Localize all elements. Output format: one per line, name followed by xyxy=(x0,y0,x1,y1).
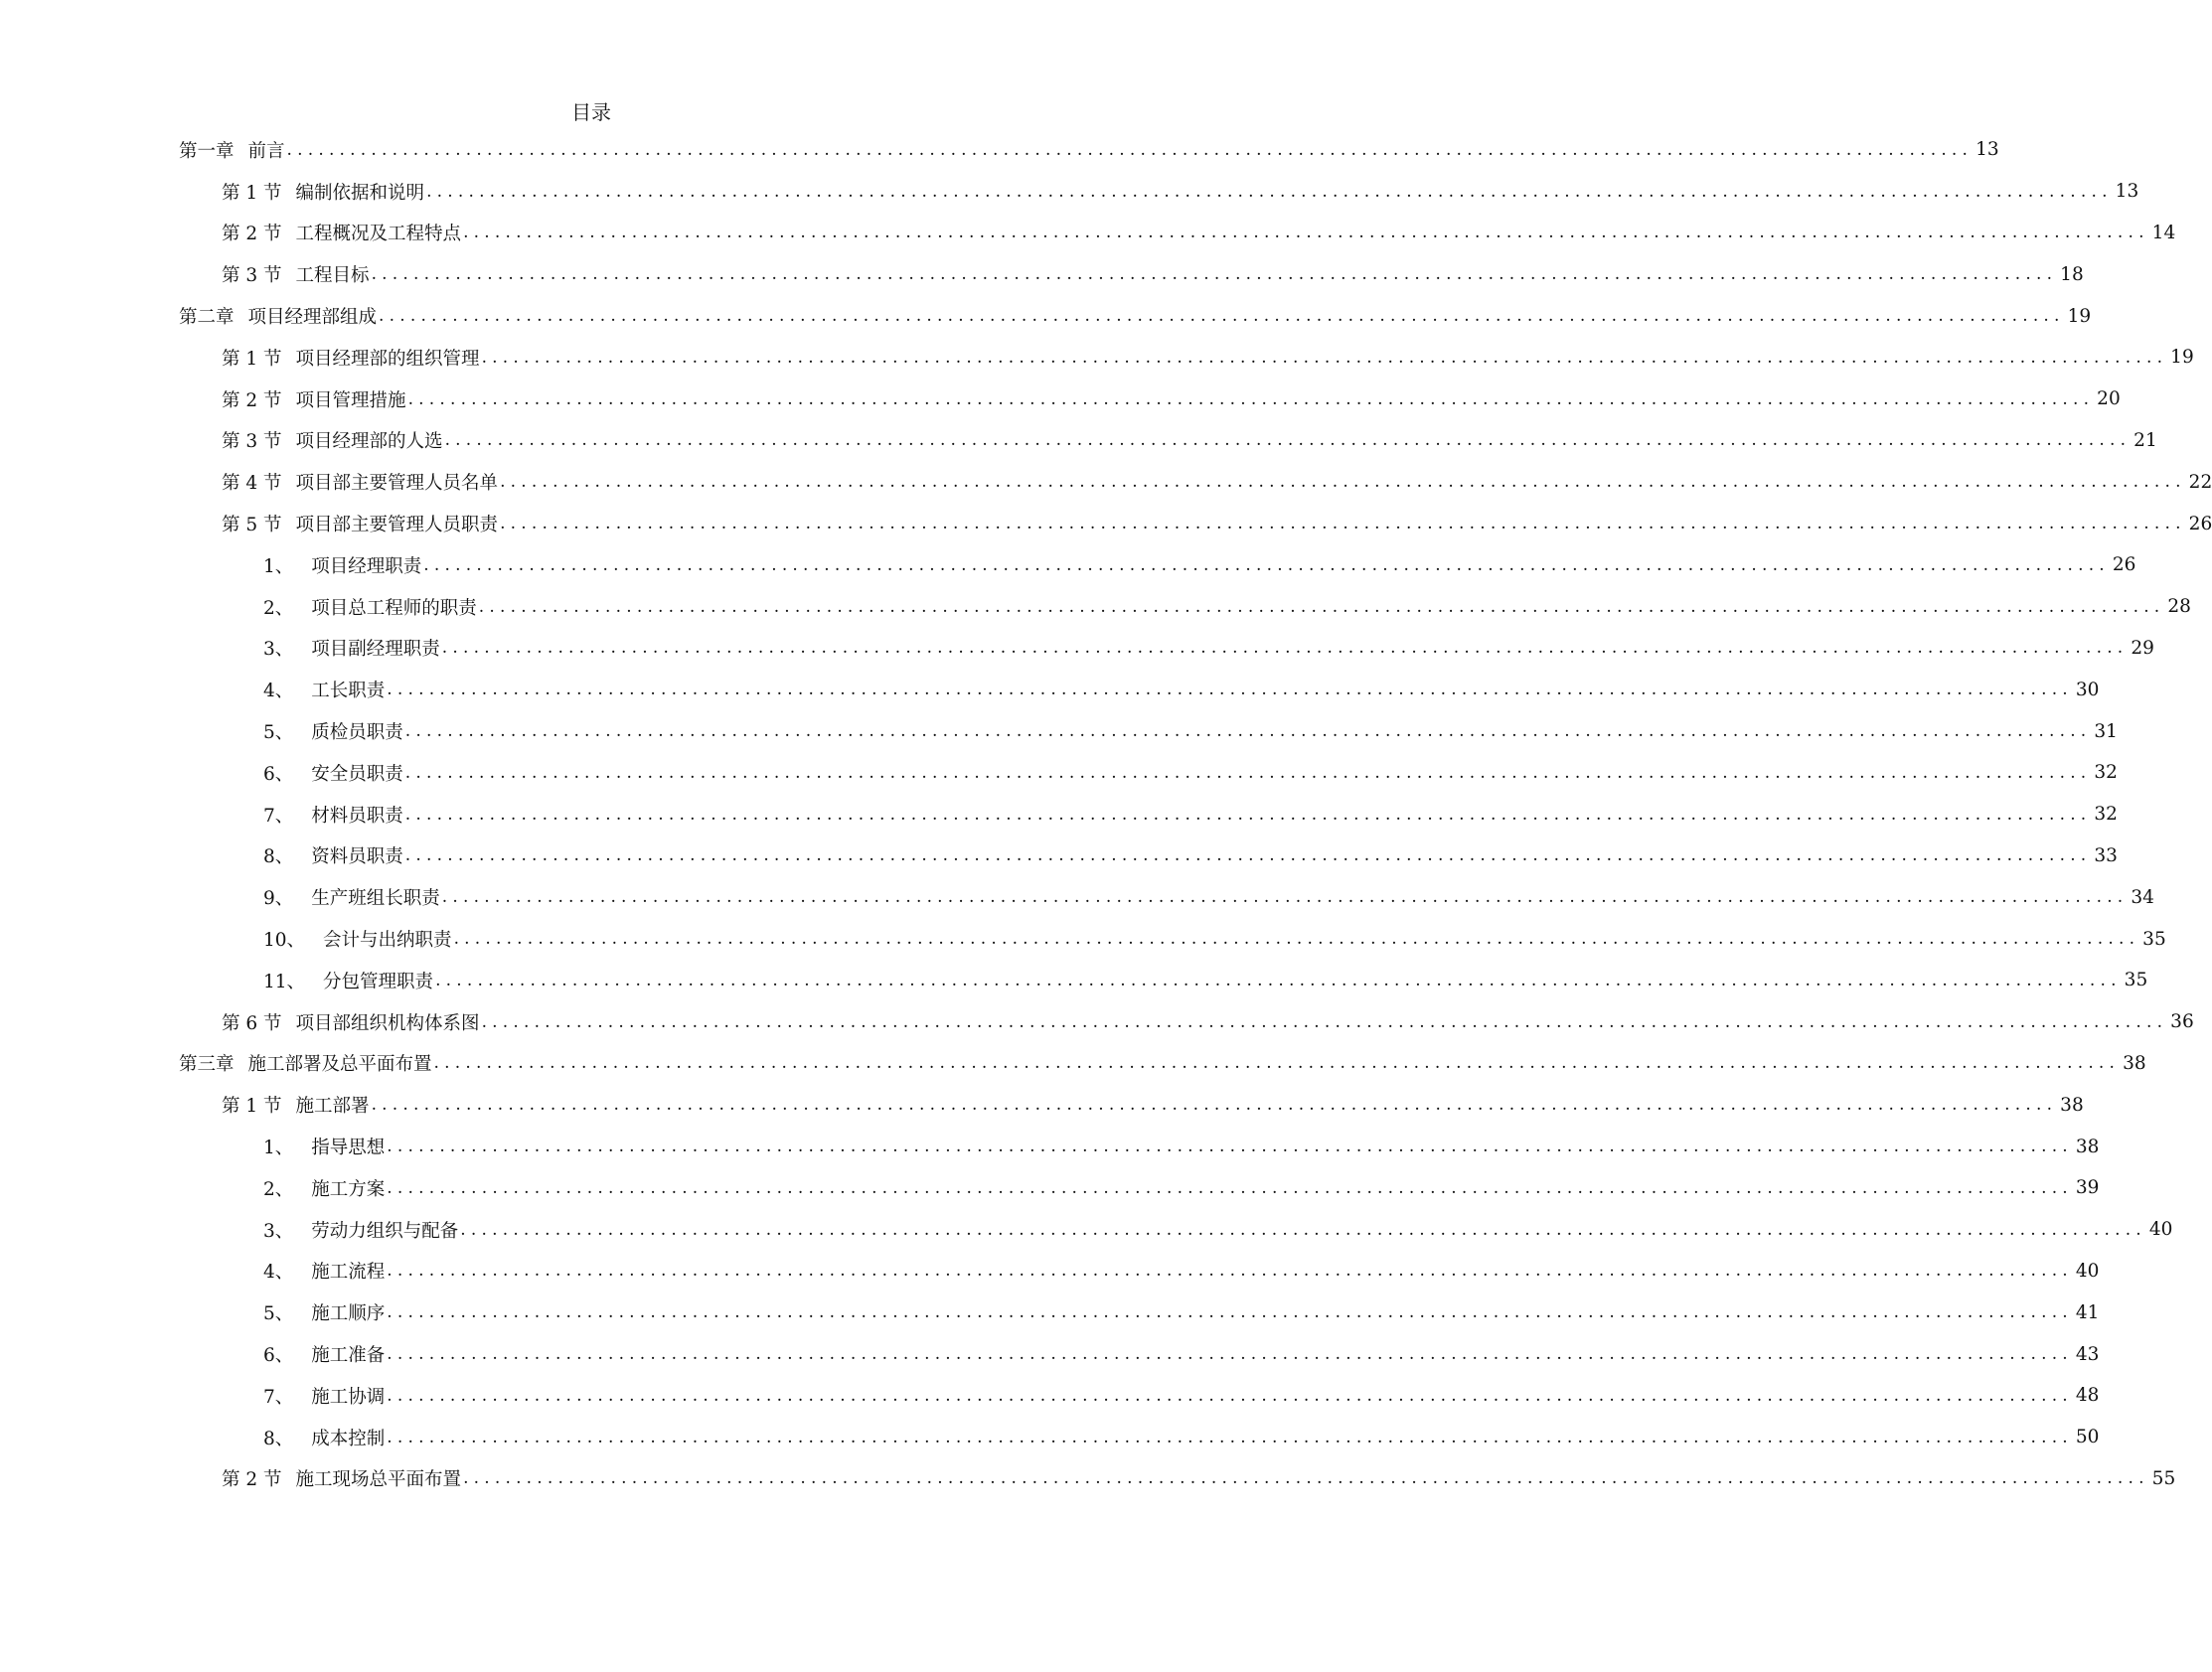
toc-entry-text: 工程目标 xyxy=(295,265,370,287)
toc-entry[interactable] xyxy=(263,710,2118,752)
toc-entry-number: 第 1 节 xyxy=(222,348,282,370)
toc-entry-number: 2、 xyxy=(263,597,294,619)
toc-entry[interactable] xyxy=(263,544,2136,586)
toc-entry-page-number: 33 xyxy=(2094,844,2118,866)
toc-entry-text: 施工协调 xyxy=(311,1386,386,1408)
toc-list xyxy=(0,129,2212,1499)
dot-leader: ................................................................................................................................................................ xyxy=(481,1011,2168,1032)
toc-entry[interactable] xyxy=(263,586,2191,628)
toc-entry-label xyxy=(263,884,440,910)
toc-entry-label xyxy=(263,1175,385,1201)
toc-entry-number: 6、 xyxy=(263,763,294,785)
toc-entry-label xyxy=(222,1092,370,1118)
toc-entry-page-number: 19 xyxy=(2067,305,2092,327)
toc-entry-text: 分包管理职责 xyxy=(323,971,434,992)
toc-entry-label xyxy=(263,802,403,828)
toc-entry-label xyxy=(222,220,461,245)
toc-entry-number: 第 2 节 xyxy=(222,389,282,411)
toc-entry-number: 第 1 节 xyxy=(222,1096,282,1118)
toc-entry-page-number: 26 xyxy=(2112,554,2136,576)
dot-leader: ................................................................................................................................................................ xyxy=(387,1137,2073,1157)
toc-entry-page-number: 29 xyxy=(2131,637,2154,659)
toc-entry-label xyxy=(179,303,377,329)
dot-leader: ................................................................................................................................................................ xyxy=(500,514,2186,534)
toc-entry-label xyxy=(263,1299,385,1325)
toc-entry-page-number: 30 xyxy=(2075,679,2100,700)
dot-leader: ................................................................................................................................................................ xyxy=(371,264,2058,285)
toc-entry-label xyxy=(263,1217,458,1243)
toc-entry-text: 指导思想 xyxy=(311,1138,386,1159)
toc-entry-page-number: 26 xyxy=(2188,513,2212,534)
dot-leader: ................................................................................................................................................................ xyxy=(444,430,2132,451)
toc-entry-number: 2、 xyxy=(263,1178,294,1200)
toc-entry-number: 第三章 xyxy=(179,1054,235,1076)
toc-entry-page-number: 38 xyxy=(2075,1136,2100,1157)
dot-leader: ................................................................................................................................................................ xyxy=(387,1177,2073,1198)
toc-entry-label xyxy=(179,1050,432,1076)
toc-entry-number: 第 1 节 xyxy=(222,182,282,204)
toc-entry-number: 5、 xyxy=(263,1303,294,1325)
toc-entry-text: 质检员职责 xyxy=(311,722,403,744)
dot-leader: ................................................................................................................................................................ xyxy=(426,181,2113,202)
toc-entry-label xyxy=(263,1134,385,1159)
toc-entry[interactable] xyxy=(263,1126,2100,1167)
toc-entry[interactable] xyxy=(263,1375,2100,1417)
dot-leader: ................................................................................................................................................................ xyxy=(441,887,2129,908)
toc-entry-page-number: 13 xyxy=(1975,139,1999,161)
dot-leader: ................................................................................................................................................................ xyxy=(404,804,2092,825)
toc-entry[interactable] xyxy=(222,1458,2176,1500)
toc-entry-number: 第 3 节 xyxy=(222,265,282,287)
toc-entry-number: 7、 xyxy=(263,805,294,827)
toc-entry-label xyxy=(222,261,370,287)
toc-entry[interactable] xyxy=(222,503,2212,544)
toc-entry-number: 1、 xyxy=(263,555,294,577)
toc-title: 目录 xyxy=(571,100,611,124)
toc-entry-number: 第一章 xyxy=(179,140,235,162)
toc-entry-number: 11、 xyxy=(263,971,306,992)
dot-leader: ................................................................................................................................................................ xyxy=(379,306,2065,327)
toc-entry-number: 5、 xyxy=(263,722,294,744)
toc-entry-page-number: 38 xyxy=(2060,1094,2084,1116)
toc-entry-text: 前言 xyxy=(247,140,285,162)
toc-entry-label xyxy=(263,1341,385,1367)
toc-entry[interactable] xyxy=(263,836,2118,877)
toc-entry-number: 3、 xyxy=(263,639,294,661)
toc-entry-page-number: 38 xyxy=(2123,1052,2146,1074)
dot-leader: ................................................................................................................................................................ xyxy=(387,1344,2073,1364)
toc-entry-label xyxy=(222,1009,480,1035)
toc-entry[interactable] xyxy=(263,1292,2100,1333)
dot-leader: ................................................................................................................................................................ xyxy=(435,970,2122,990)
toc-entry-label xyxy=(263,1258,385,1284)
toc-entry-label xyxy=(222,427,443,453)
dot-leader: ................................................................................................................................................................ xyxy=(460,1219,2146,1240)
toc-entry[interactable] xyxy=(222,171,2139,213)
toc-entry-label xyxy=(222,1465,461,1491)
toc-entry-text: 施工方案 xyxy=(311,1178,386,1200)
toc-entry-page-number: 18 xyxy=(2060,263,2084,285)
toc-entry-page-number: 13 xyxy=(2115,181,2139,203)
toc-entry-number: 9、 xyxy=(263,888,294,910)
toc-entry-text: 成本控制 xyxy=(311,1428,386,1449)
toc-entry-page-number: 32 xyxy=(2094,762,2118,784)
toc-entry[interactable] xyxy=(263,628,2154,670)
toc-entry-label xyxy=(263,926,452,952)
toc-entry-number: 第 2 节 xyxy=(222,224,282,245)
toc-entry-number: 第 4 节 xyxy=(222,473,282,495)
dot-leader: ................................................................................................................................................................ xyxy=(423,554,2110,575)
toc-entry-page-number: 40 xyxy=(2075,1260,2100,1282)
toc-entry-page-number: 50 xyxy=(2075,1427,2100,1448)
toc-entry-number: 第 6 节 xyxy=(222,1012,282,1034)
toc-entry-page-number: 40 xyxy=(2148,1219,2173,1241)
toc-entry-page-number: 39 xyxy=(2075,1177,2100,1199)
toc-entry[interactable] xyxy=(263,794,2118,836)
toc-entry-text: 项目部主要管理人员名单 xyxy=(295,473,499,495)
toc-entry-text: 施工现场总平面布置 xyxy=(295,1469,462,1491)
toc-entry-label xyxy=(222,511,498,536)
dot-leader: ................................................................................................................................................................ xyxy=(387,1261,2073,1282)
toc-entry[interactable] xyxy=(222,461,2212,503)
toc-entry[interactable] xyxy=(222,379,2121,420)
toc-entry-number: 10、 xyxy=(263,930,306,952)
toc-entry[interactable] xyxy=(263,876,2154,918)
toc-entry-text: 劳动力组织与配备 xyxy=(311,1220,459,1242)
toc-entry[interactable] xyxy=(263,752,2118,794)
toc-entry[interactable] xyxy=(179,1043,2146,1085)
toc-entry-label xyxy=(263,718,403,744)
toc-entry[interactable] xyxy=(263,1417,2100,1458)
toc-entry-label xyxy=(222,345,480,371)
dot-leader: ................................................................................................................................................................ xyxy=(478,596,2165,617)
toc-entry-number: 4、 xyxy=(263,1262,294,1284)
toc-entry-text: 施工部署 xyxy=(295,1096,370,1118)
toc-entry-label xyxy=(263,635,440,661)
toc-entry-label xyxy=(263,760,403,786)
toc-entry-number: 6、 xyxy=(263,1345,294,1366)
toc-entry-number: 8、 xyxy=(263,1428,294,1449)
toc-entry-number: 4、 xyxy=(263,681,294,702)
toc-entry-number: 7、 xyxy=(263,1386,294,1408)
toc-entry-text: 项目总工程师的职责 xyxy=(311,597,477,619)
toc-entry[interactable] xyxy=(222,337,2194,379)
toc-entry-label xyxy=(263,552,421,578)
dot-leader: ................................................................................................................................................................ xyxy=(404,762,2092,783)
toc-entry[interactable] xyxy=(222,1084,2084,1126)
toc-entry-text: 项目经理部组成 xyxy=(247,307,378,329)
toc-entry-page-number: 22 xyxy=(2188,471,2212,493)
toc-entry-page-number: 28 xyxy=(2167,596,2191,618)
dot-leader: ................................................................................................................................................................ xyxy=(387,680,2073,700)
toc-entry-page-number: 36 xyxy=(2170,1011,2194,1033)
toc-entry-text: 项目经理职责 xyxy=(311,555,422,577)
toc-entry[interactable] xyxy=(263,918,2166,960)
toc-entry-page-number: 32 xyxy=(2094,804,2118,826)
toc-entry-text: 编制依据和说明 xyxy=(295,182,425,204)
toc-entry-label xyxy=(263,842,403,868)
toc-entry-text: 工程概况及工程特点 xyxy=(295,224,462,245)
dot-leader: ................................................................................................................................................................ xyxy=(404,845,2092,866)
toc-entry-page-number: 21 xyxy=(2133,429,2157,451)
dot-leader: ................................................................................................................................................................ xyxy=(407,388,2095,409)
dot-leader: ................................................................................................................................................................ xyxy=(481,347,2168,368)
toc-entry-text: 施工准备 xyxy=(311,1345,386,1366)
toc-entry-number: 1、 xyxy=(263,1138,294,1159)
dot-leader: ................................................................................................................................................................ xyxy=(387,1385,2073,1406)
toc-entry-text: 项目副经理职责 xyxy=(311,639,440,661)
toc-entry-text: 会计与出纳职责 xyxy=(323,930,452,952)
toc-entry-page-number: 31 xyxy=(2094,720,2118,742)
toc-entry-label xyxy=(263,1383,385,1409)
toc-entry-text: 材料员职责 xyxy=(311,805,403,827)
toc-entry-text: 项目经理部的组织管理 xyxy=(295,348,480,370)
toc-entry[interactable] xyxy=(263,1209,2173,1251)
dot-leader: ................................................................................................................................................................ xyxy=(500,472,2186,493)
dot-leader: ................................................................................................................................................................ xyxy=(433,1053,2121,1074)
toc-entry[interactable] xyxy=(222,213,2176,254)
toc-entry[interactable] xyxy=(179,295,2092,337)
toc-entry[interactable] xyxy=(222,253,2084,295)
toc-entry-label xyxy=(222,386,406,412)
toc-entry-number: 第二章 xyxy=(179,307,235,329)
toc-entry-label xyxy=(179,137,285,163)
toc-entry-text: 项目经理部的人选 xyxy=(295,431,443,453)
toc-entry-text: 生产班组长职责 xyxy=(311,888,440,910)
toc-entry[interactable] xyxy=(222,1001,2194,1043)
toc-entry-text: 工长职责 xyxy=(311,681,386,702)
toc-entry-number: 第 3 节 xyxy=(222,431,282,453)
dot-leader: ................................................................................................................................................................ xyxy=(286,139,1974,160)
toc-entry-page-number: 14 xyxy=(2151,222,2176,243)
toc-entry-number: 3、 xyxy=(263,1220,294,1242)
toc-entry-text: 项目部主要管理人员职责 xyxy=(295,515,499,536)
toc-entry-text: 安全员职责 xyxy=(311,763,403,785)
toc-entry-label xyxy=(263,1425,385,1450)
toc-entry-page-number: 43 xyxy=(2075,1343,2100,1365)
toc-entry-page-number: 34 xyxy=(2131,886,2154,908)
toc-entry-label xyxy=(263,594,477,620)
toc-entry[interactable] xyxy=(179,129,1999,171)
toc-entry-label xyxy=(222,179,424,205)
toc-entry[interactable] xyxy=(263,1167,2100,1209)
toc-entry-text: 施工顺序 xyxy=(311,1303,386,1325)
dot-leader: ................................................................................................................................................................ xyxy=(453,929,2140,950)
dot-leader: ................................................................................................................................................................ xyxy=(463,1468,2149,1489)
toc-entry[interactable] xyxy=(263,669,2100,710)
dot-leader: ................................................................................................................................................................ xyxy=(404,721,2092,742)
toc-entry-page-number: 41 xyxy=(2075,1301,2100,1323)
toc-entry[interactable] xyxy=(263,1333,2100,1375)
toc-entry-text: 资料员职责 xyxy=(311,846,403,868)
dot-leader: ................................................................................................................................................................ xyxy=(371,1095,2058,1116)
toc-entry-number: 8、 xyxy=(263,846,294,868)
toc-entry-label xyxy=(222,469,498,495)
toc-entry[interactable] xyxy=(263,960,2148,1001)
toc-entry[interactable] xyxy=(222,420,2157,462)
toc-entry-text: 项目部组织机构体系图 xyxy=(295,1012,480,1034)
toc-entry-text: 施工流程 xyxy=(311,1262,386,1284)
toc-entry-page-number: 35 xyxy=(2142,928,2166,950)
toc-entry-number: 第 2 节 xyxy=(222,1469,282,1491)
toc-entry-page-number: 20 xyxy=(2097,388,2121,410)
toc-entry-page-number: 19 xyxy=(2170,347,2194,369)
dot-leader: ................................................................................................................................................................ xyxy=(387,1302,2073,1323)
toc-entry-text: 施工部署及总平面布置 xyxy=(247,1054,432,1076)
toc-entry-page-number: 55 xyxy=(2151,1467,2176,1489)
toc-entry-page-number: 35 xyxy=(2124,970,2148,991)
dot-leader: ................................................................................................................................................................ xyxy=(441,638,2129,659)
dot-leader: ................................................................................................................................................................ xyxy=(387,1427,2073,1447)
dot-leader: ................................................................................................................................................................ xyxy=(463,223,2149,243)
toc-entry-label xyxy=(263,677,385,702)
toc-entry[interactable] xyxy=(263,1251,2100,1292)
toc-entry-number: 第 5 节 xyxy=(222,515,282,536)
toc-entry-text: 项目管理措施 xyxy=(295,389,406,411)
toc-entry-label xyxy=(263,968,433,993)
toc-entry-page-number: 48 xyxy=(2075,1385,2100,1407)
